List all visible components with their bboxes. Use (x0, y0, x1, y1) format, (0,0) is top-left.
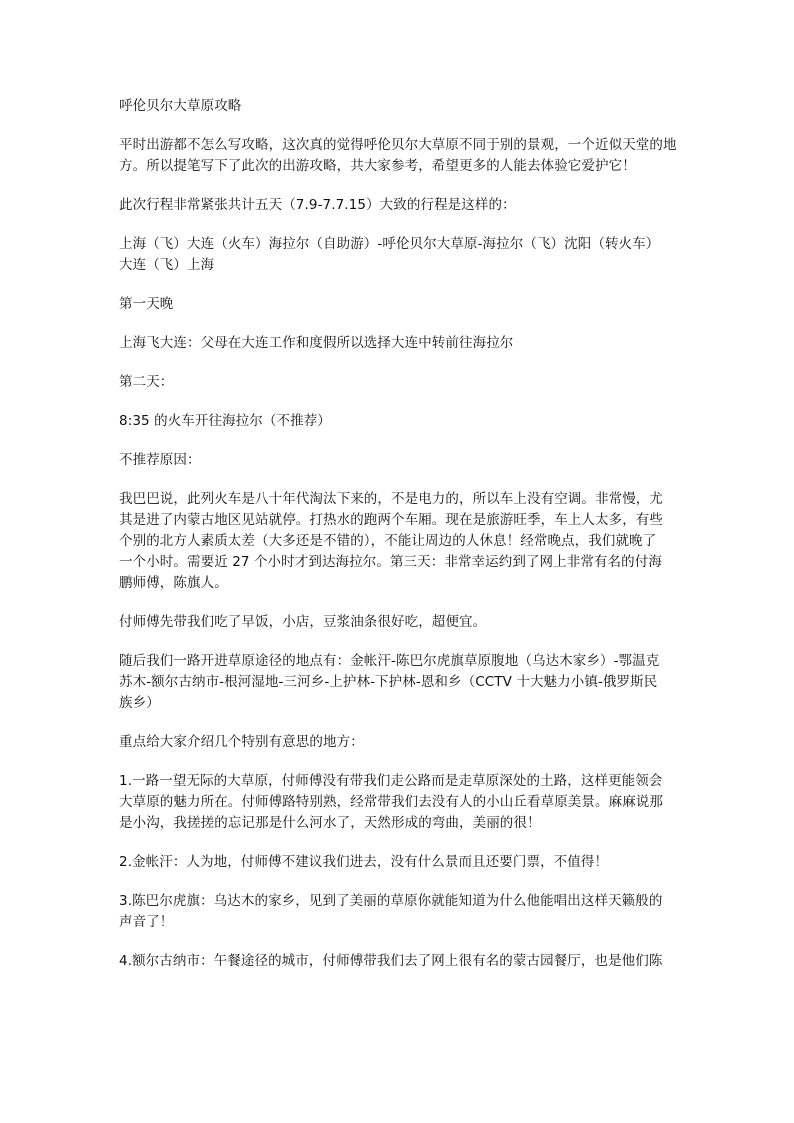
paragraph: 2.金帐汗：人为地，付师傅不建议我们进去，没有什么景而且还要门票，不值得！ (119, 854, 609, 870)
paragraph: 不推荐原因： (119, 452, 201, 468)
paragraph: 重点给大家介绍几个特别有意思的地方： (119, 734, 364, 750)
paragraph: 8:35 的火车开往海拉尔（不推荐） (119, 413, 331, 429)
paragraph: 此次行程非常紧张共计五天（7.9-7.7.15）大致的行程是这样的： (119, 197, 516, 213)
paragraph: 3.陈巴尔虎旗：乌达木的家乡，见到了美丽的草原你就能知道为什么他能唱出这样天籁般的 声音了！ (119, 893, 663, 930)
paragraph: 第二天： (119, 374, 174, 390)
paragraph: 我巴巴说，此列火车是八十年代淘汰下来的，不是电力的，所以车上没有空调。非常慢，尤 其是进了内蒙古地区见站就停。打热水的跑两个车厢。现在是旅游旺季，车上人太多，有些 个别的北方人素质太差（大多还是不错的），不能让周边的人休息！经常晚点，我们就晚了 一个小时。需要近 27 个小时才到达海拉尔。第三天：非常幸运约到了网上非常有名的付海 鹏师傅，陈旗人。 (119, 491, 663, 591)
paragraph: 1.一路一望无际的大草原，付师傅没有带我们走公路而是走草原深处的土路，这样更能领会 大草原的魅力所在。付师傅路特别熟，经常带我们去没有人的小山丘看草原美景。麻麻说那 是小沟，我搓搓的忘记那是什么河水了，天然形成的弯曲，美丽的很！ (119, 773, 663, 831)
paragraph: 4.额尔古纳市：午餐途径的城市，付师傅带我们去了网上很有名的蒙古园餐厅，也是他们陈 (119, 953, 663, 969)
paragraph: 第一天晚 (119, 296, 174, 312)
document-page (119, 96, 679, 990)
paragraph: 付师傅先带我们吃了早饭，小店，豆浆油条很好吃，超便宜。 (119, 614, 487, 630)
document-title: 呼伦贝尔大草原攻略 (119, 98, 242, 114)
paragraph: 上海飞大连：父母在大连工作和度假所以选择大连中转前往海拉尔 (119, 335, 514, 351)
paragraph: 上海（飞）大连（火车）海拉尔（自助游）-呼伦贝尔大草原-海拉尔（飞）沈阳（转火车） 大连（飞）上海 (119, 236, 660, 273)
paragraph: 平时出游都不怎么写攻略，这次真的觉得呼伦贝尔大草原不同于别的景观，一个近似天堂的地方。所以提笔写下了此次的出游攻略，共大家参考，希望更多的人能去体验它爱护它！ (119, 137, 677, 174)
paragraph: 随后我们一路开进草原途径的地点有：金帐汗-陈巴尔虎旗草原腹地（乌达木家乡）-鄂温克 苏木-额尔古纳市-根河湿地-三河乡-上护林-下护林-恩和乡（CCTV 十大魅力小镇-俄罗斯民 族乡） (119, 653, 660, 711)
